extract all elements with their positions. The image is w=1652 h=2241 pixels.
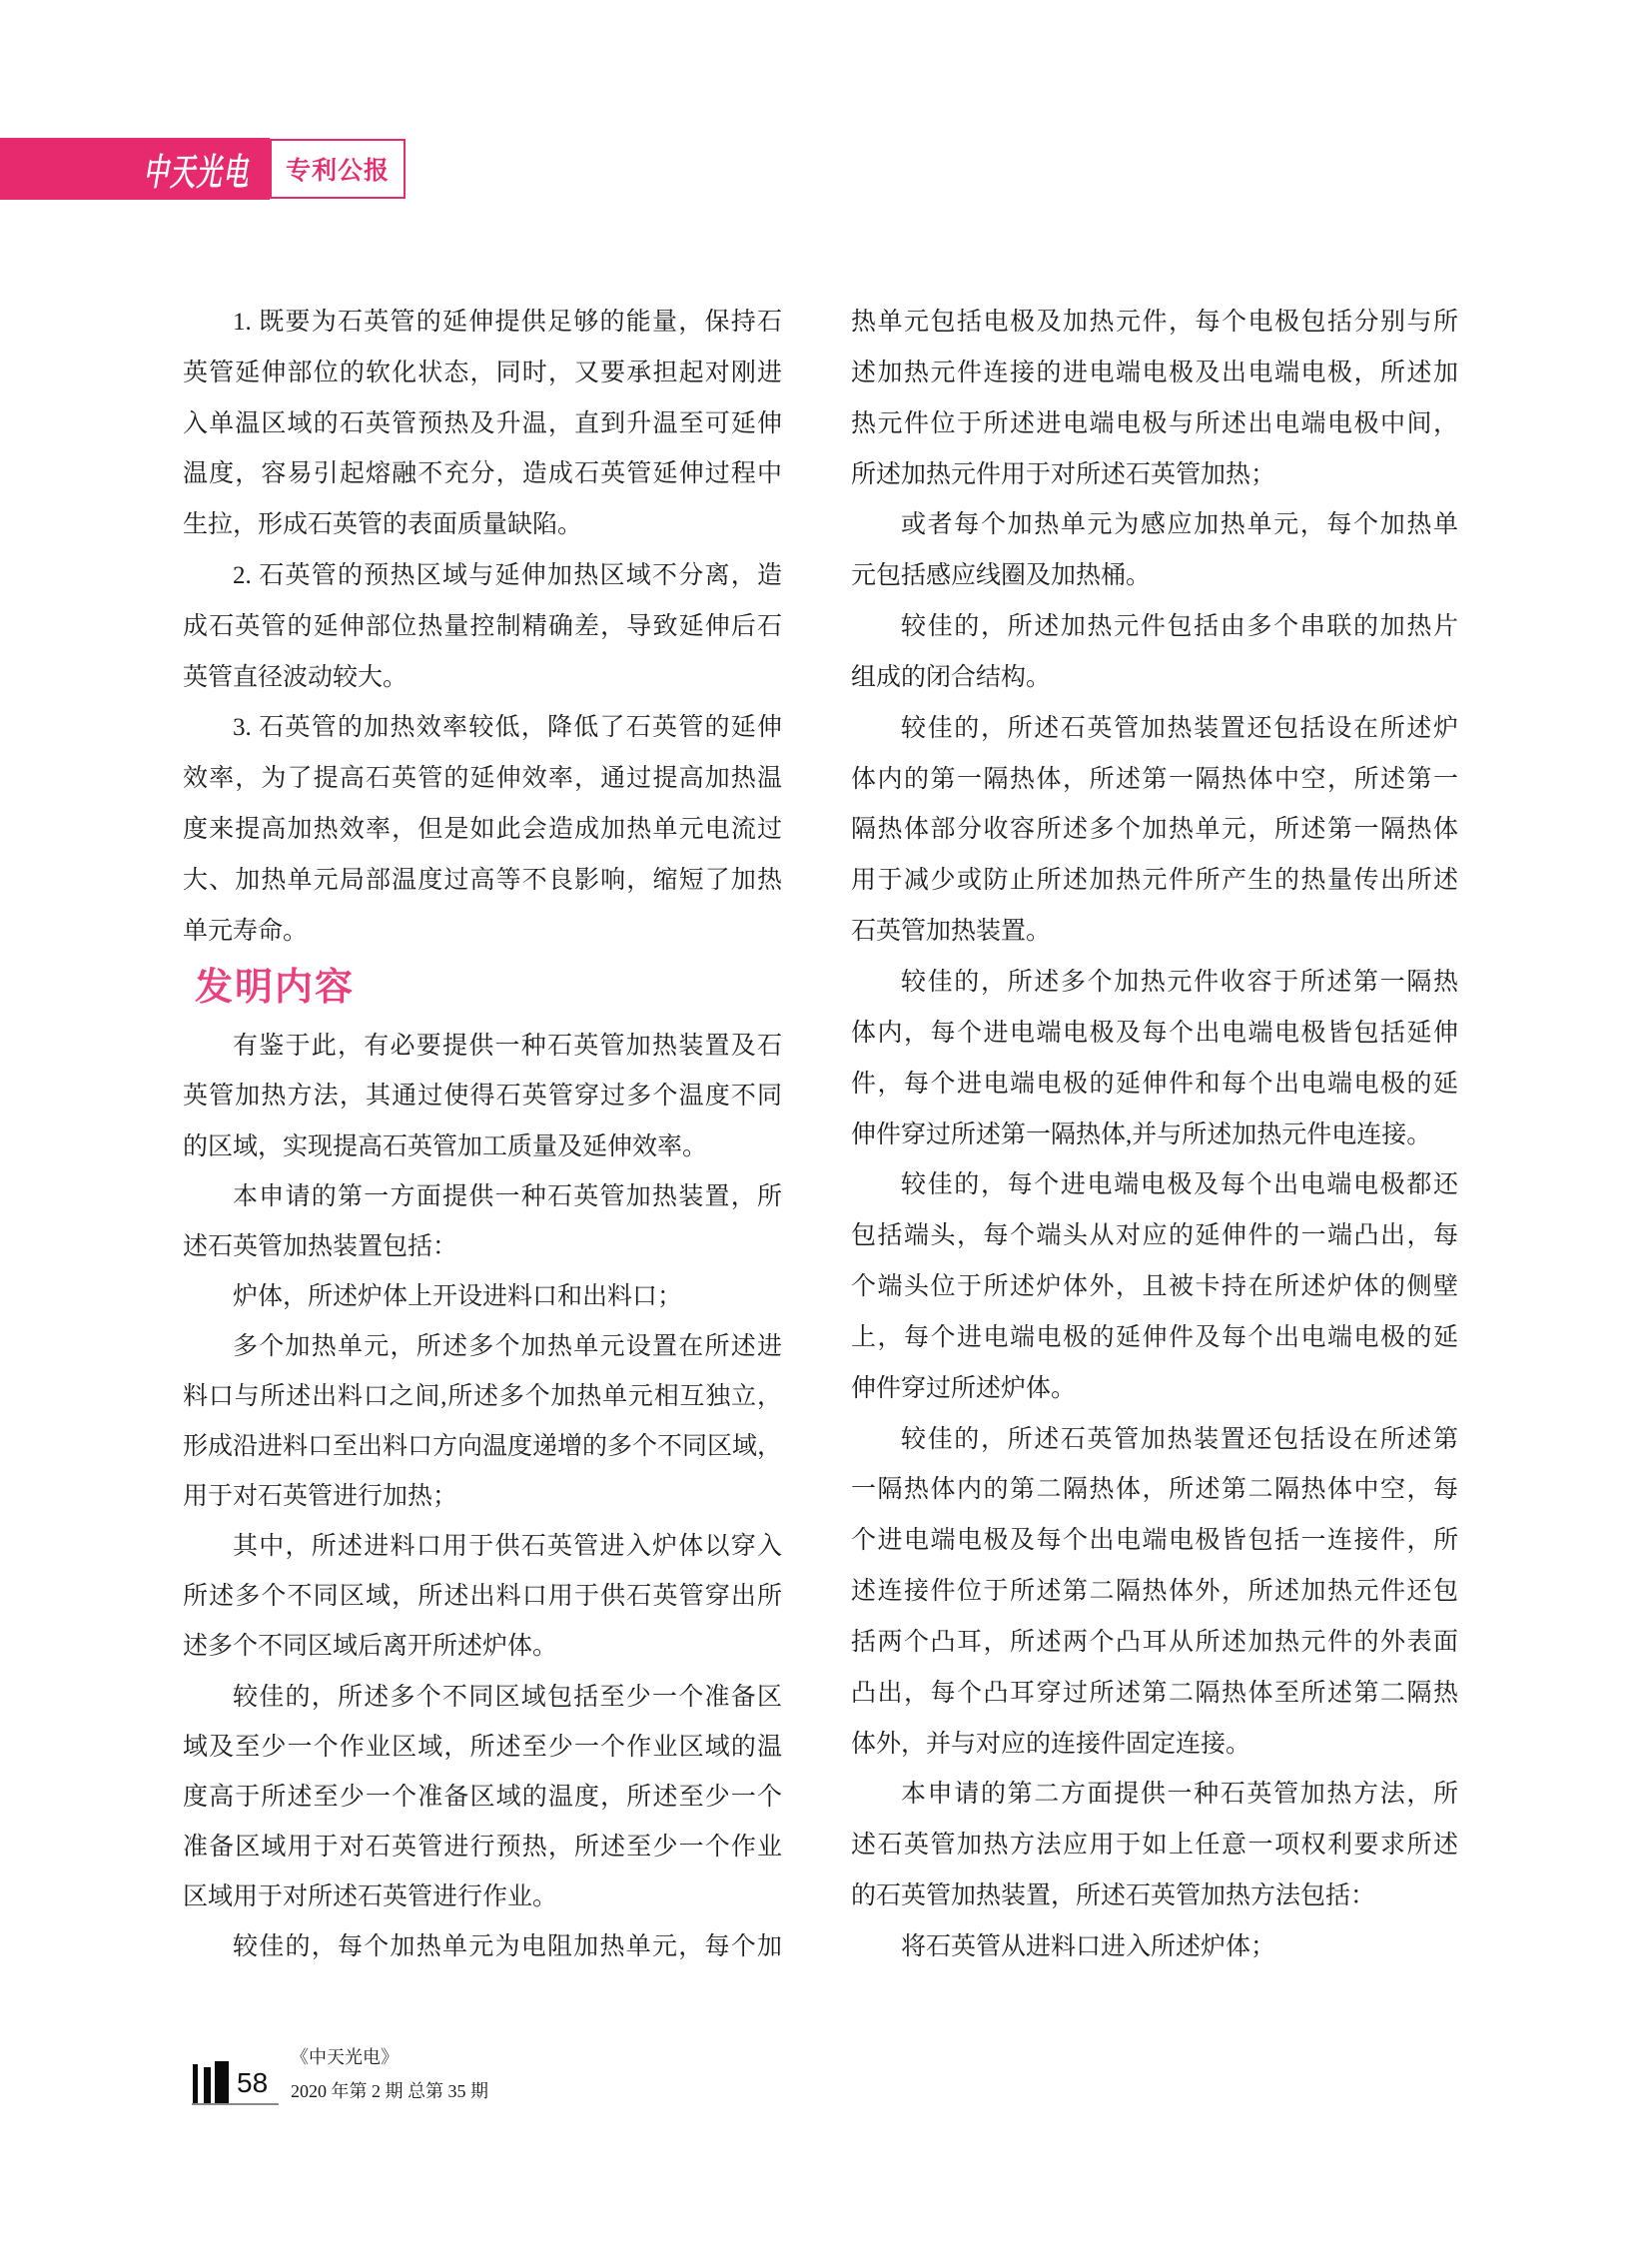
text-line: 将石英管从进料口进入所述炉体； bbox=[901, 1933, 1276, 1960]
text-line: 较佳的，所述多个加热元件收容于所述第一隔热 bbox=[901, 968, 1458, 996]
text-line: 1. 既要为石英管的延伸提供足够的能量，保持石 bbox=[233, 309, 782, 336]
text-line: 度高于所述至少一个准备区域的温度，所述至少一个 bbox=[183, 1783, 782, 1811]
text-line: 凸出，每个凸耳穿过所述第二隔热体至所述第二隔热 bbox=[851, 1679, 1458, 1707]
text-line: 一隔热体内的第二隔热体，所述第二隔热体中空，每 bbox=[851, 1476, 1458, 1504]
text-line: 所述加热元件用于对所述石英管加热； bbox=[851, 460, 1276, 488]
brand-logo: 中天光电 bbox=[143, 153, 250, 194]
text-line: 较佳的，所述加热元件包括由多个串联的加热片 bbox=[901, 613, 1458, 641]
text-line: 述加热元件连接的进电端电极及出电端电极，所述加 bbox=[851, 359, 1458, 386]
text-line: 述连接件位于所述第二隔热体外，所述加热元件还包 bbox=[851, 1578, 1458, 1606]
text-line: 上，每个进电端电极的延伸件及每个出电端电极的延 bbox=[851, 1323, 1458, 1351]
text-line: 生拉，形成石英管的表面质量缺陷。 bbox=[183, 511, 583, 539]
page-marker-bars-icon bbox=[193, 2061, 229, 2103]
text-line: 用于减少或防止所述加热元件所产生的热量传出所述 bbox=[851, 867, 1458, 895]
text-line: 较佳的，所述石英管加热装置还包括设在所述第 bbox=[901, 1425, 1458, 1453]
text-line: 体内的第一隔热体，所述第一隔热体中空，所述第一 bbox=[851, 765, 1458, 793]
footer-rule bbox=[192, 2103, 279, 2105]
text-line: 域及至少一个作业区域，所述至少一个作业区域的温 bbox=[183, 1733, 782, 1761]
text-line: 较佳的，每个进电端电极及每个出电端电极都还 bbox=[901, 1171, 1458, 1199]
text-line: 体外，并与对应的连接件固定连接。 bbox=[851, 1730, 1251, 1758]
text-line: 所述多个不同区域，所述出料口用于供石英管穿出所 bbox=[183, 1583, 782, 1611]
bar-thick-icon bbox=[215, 2061, 229, 2103]
text-line: 2. 石英管的预热区域与延伸加热区域不分离，造 bbox=[233, 561, 782, 589]
text-line: 较佳的，所述多个不同区域包括至少一个准备区 bbox=[233, 1683, 782, 1711]
text-line: 件，每个进电端电极的延伸件和每个出电端电极的延 bbox=[851, 1070, 1458, 1098]
text-line: 元包括感应线圈及加热桶。 bbox=[851, 562, 1152, 590]
left-column bbox=[183, 298, 782, 1972]
text-line: 述多个不同区域后离开所述炉体。 bbox=[183, 1633, 558, 1661]
text-line: 个进电端电极及每个出电端电极皆包括一连接件，所 bbox=[851, 1527, 1458, 1555]
text-line: 石英管加热装置。 bbox=[851, 918, 1052, 946]
text-line: 多个加热单元，所述多个加热单元设置在所述进 bbox=[233, 1332, 782, 1360]
text-line: 英管加热方法，其通过使得石英管穿过多个温度不同 bbox=[183, 1083, 782, 1111]
text-line: 用于对石英管进行加热； bbox=[183, 1483, 458, 1511]
text-line: 组成的闭合结构。 bbox=[851, 663, 1052, 691]
right-column bbox=[851, 298, 1458, 1973]
text-line: 炉体，所述炉体上开设进料口和出料口； bbox=[233, 1282, 683, 1310]
text-line: 的石英管加热装置，所述石英管加热方法包括： bbox=[851, 1882, 1376, 1910]
badge-label: 专利公报 bbox=[285, 157, 390, 185]
text-line: 区域用于对所述石英管进行作业。 bbox=[183, 1882, 558, 1910]
bar-thin-icon bbox=[193, 2064, 198, 2103]
text-line: 述石英管加热方法应用于如上任意一项权利要求所述 bbox=[851, 1832, 1458, 1860]
text-line: 伸件穿过所述第一隔热体,并与所述加热元件电连接。 bbox=[851, 1120, 1432, 1148]
header-badge bbox=[270, 139, 406, 199]
issue-info: 2020 年第 2 期 总第 35 期 bbox=[291, 2081, 488, 2101]
text-line: 较佳的，所述石英管加热装置还包括设在所述炉 bbox=[901, 714, 1458, 742]
text-line: 热元件位于所述进电端电极与所述出电端电极中间， bbox=[851, 409, 1458, 437]
text-line: 括两个凸耳，所述两个凸耳从所述加热元件的外表面 bbox=[851, 1628, 1458, 1656]
page-number: 58 bbox=[237, 2067, 269, 2098]
text-line: 热单元包括电极及加热元件，每个电极包括分别与所 bbox=[851, 309, 1458, 336]
text-line: 个端头位于所述炉体外，且被卡持在所述炉体的侧壁 bbox=[851, 1273, 1458, 1301]
text-line: 本申请的第二方面提供一种石英管加热方法，所 bbox=[901, 1781, 1458, 1809]
text-line: 述石英管加热装置包括： bbox=[183, 1232, 458, 1260]
text-line: 体内，每个进电端电极及每个出电端电极皆包括延伸 bbox=[851, 1019, 1458, 1047]
text-line: 其中，所述进料口用于供石英管进入炉体以穿入 bbox=[233, 1533, 782, 1561]
text-line: 效率，为了提高石英管的延伸效率，通过提高加热温 bbox=[183, 765, 782, 793]
section-heading: 发明内容 bbox=[195, 967, 356, 1010]
bar-medium-icon bbox=[204, 2067, 211, 2103]
text-line: 包括端头，每个端头从对应的延伸件的一端凸出，每 bbox=[851, 1222, 1458, 1250]
text-line: 准备区域用于对石英管进行预热，所述至少一个作业 bbox=[183, 1833, 782, 1861]
text-line: 有鉴于此，有必要提供一种石英管加热装置及石 bbox=[233, 1033, 782, 1061]
text-line: 较佳的，每个加热单元为电阻加热单元，每个加 bbox=[233, 1933, 782, 1961]
text-line: 英管直径波动较大。 bbox=[183, 663, 409, 691]
text-line: 单元寿命。 bbox=[183, 917, 309, 945]
text-line: 料口与所述出料口之间,所述多个加热单元相互独立， bbox=[183, 1383, 782, 1411]
text-line: 度来提高加热效率，但是如此会造成加热单元电流过 bbox=[183, 815, 782, 843]
journal-title: 《中天光电》 bbox=[291, 2047, 399, 2067]
text-line: 本申请的第一方面提供一种石英管加热装置，所 bbox=[233, 1182, 782, 1210]
text-line: 隔热体部分收容所述多个加热单元，所述第一隔热体 bbox=[851, 816, 1458, 844]
text-line: 3. 石英管的加热效率较低，降低了石英管的延伸 bbox=[233, 714, 782, 742]
text-line: 英管延伸部位的软化状态，同时，又要承担起对刚进 bbox=[183, 359, 782, 386]
text-line: 大、加热单元局部温度过高等不良影响，缩短了加热 bbox=[183, 866, 782, 894]
left-paragraph-block-2 bbox=[183, 1022, 782, 1972]
footer-meta bbox=[291, 2040, 488, 2108]
text-line: 的区域，实现提高石英管加工质量及延伸效率。 bbox=[183, 1132, 708, 1160]
text-line: 或者每个加热单元为感应加热单元，每个加热单 bbox=[901, 511, 1458, 539]
text-line: 温度，容易引起熔融不充分，造成石英管延伸过程中 bbox=[183, 460, 782, 488]
text-line: 成石英管的延伸部位热量控制精确差，导致延伸后石 bbox=[183, 612, 782, 640]
text-line: 形成沿进料口至出料口方向温度递增的多个不同区域， bbox=[183, 1433, 783, 1461]
left-paragraph-block-1 bbox=[183, 298, 782, 957]
text-line: 伸件穿过所述炉体。 bbox=[851, 1374, 1077, 1402]
text-line: 入单温区域的石英管预热及升温，直到升温至可延伸 bbox=[183, 409, 782, 437]
header-brand-bar bbox=[0, 138, 270, 200]
